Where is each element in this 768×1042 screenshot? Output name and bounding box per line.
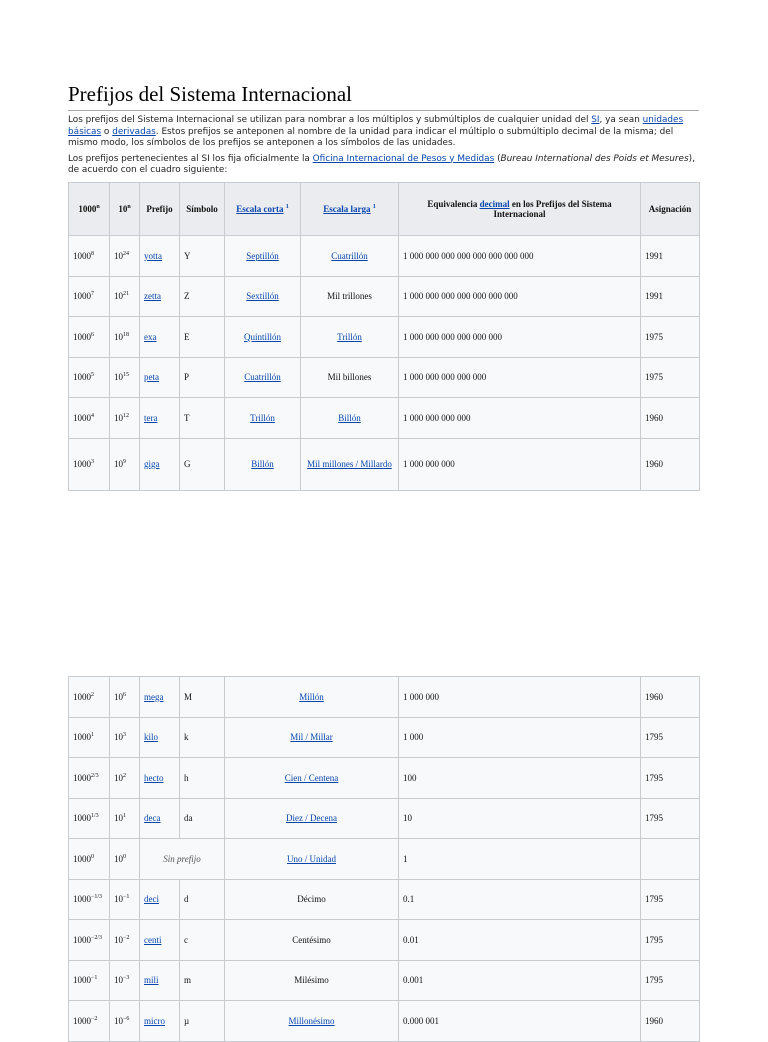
escala-corta-link[interactable]: Escala corta (236, 204, 284, 214)
italic-text: Bureau International des Poids et Mesures (500, 153, 689, 164)
cell-year-text: 1991 (645, 250, 663, 261)
cell-short-scale (225, 317, 301, 358)
cell-prefix-link[interactable]: zetta (144, 291, 161, 302)
cell-symbol-text: Z (184, 291, 190, 302)
inline-link[interactable]: SI (591, 115, 600, 125)
cell-name-link[interactable]: Mil / Millar (290, 732, 333, 743)
cell-power-10-exponent: 18 (123, 331, 129, 338)
cell-long-scale-link[interactable]: Mil millones / Millardo (307, 459, 392, 469)
cell-long-scale-text: Mil billones (327, 372, 372, 383)
cell-power-10: $10^{12}$ (110, 398, 140, 439)
cell-short-scale-link[interactable]: Quintillón (243, 331, 281, 342)
cell-decimal (399, 438, 641, 490)
cell-symbol (180, 717, 225, 758)
intro-paragraph (68, 115, 699, 150)
cell-symbol (180, 758, 225, 799)
cell-long-scale (301, 357, 399, 398)
cell-year (641, 920, 700, 961)
cell-symbol (180, 438, 225, 490)
inline-link[interactable]: derivadas (112, 126, 156, 137)
cell-short-scale (225, 398, 301, 439)
cell-decimal-text: 0.01 (403, 934, 419, 945)
cell-power-1000: 1000$^3$ (69, 438, 110, 490)
cell-decimal-text: 1 000 (403, 732, 424, 743)
inline-link[interactable]: Oficina Internacional de Pesos y Medidas (312, 153, 495, 164)
cell-symbol-text: c (184, 934, 188, 945)
table-row (69, 317, 700, 358)
cell-prefix-link[interactable]: mili (144, 975, 159, 986)
cell-year-text: 1991 (645, 291, 663, 302)
cell-decimal (399, 236, 641, 277)
cell-power-10: $10^{18}$ (110, 317, 140, 358)
cell-symbol-text: h (184, 772, 189, 783)
cell-short-scale (225, 438, 301, 490)
cell-power-1000: $1000^{-1/3}$ (69, 879, 110, 920)
cell-long-scale (301, 438, 399, 490)
cell-power-1000: $1000^{-2}$ (69, 1001, 110, 1042)
cell-short-scale (225, 357, 301, 398)
cell-year-text: 1795 (645, 934, 663, 945)
cell-year-text: 1795 (645, 975, 663, 986)
cell-power-1000-exponent: 7 (91, 291, 94, 298)
cell-power-10-exponent: 21 (123, 291, 129, 298)
cell-decimal-text: 0.000 001 (403, 1015, 439, 1026)
cell-prefix (140, 438, 180, 490)
cell-prefix-link[interactable]: deci (144, 894, 159, 905)
cell-prefix (140, 717, 180, 758)
cell-symbol (180, 960, 225, 1001)
cell-power-10: $10^{-6}$ (110, 1001, 140, 1042)
cell-power-1000-exponent: −2 (91, 1015, 98, 1022)
cell-decimal-text: 1 000 000 000 000 (403, 412, 471, 423)
cell-year-text: 1960 (645, 691, 663, 702)
inline-link[interactable]: unidades básicas (68, 115, 684, 137)
cell-power-10: $10^6$ (110, 677, 140, 718)
cell-prefix (140, 357, 180, 398)
cell-name (225, 758, 399, 799)
cell-prefix-link[interactable]: giga (144, 459, 160, 469)
cell-no-prefix: Sin prefijo (140, 839, 225, 880)
cell-long-scale (301, 276, 399, 317)
article (68, 80, 699, 177)
cell-symbol (180, 398, 225, 439)
cell-symbol (180, 798, 225, 839)
cell-symbol-text: M (184, 691, 193, 702)
text-span: Los prefijos del Sistema Internacional se utilizan para nombrar a los múltiplos y submúltiplos de cualquier unidad del (68, 115, 592, 125)
cell-power-10-exponent: 24 (123, 250, 129, 257)
cell-symbol (180, 276, 225, 317)
cell-power-1000: $1000^{-2/3}$ (69, 920, 110, 961)
cell-power-10-exponent: −2 (123, 934, 130, 941)
table-row (69, 398, 700, 439)
prefixes-table-bottom (68, 676, 700, 1042)
cell-symbol (180, 920, 225, 961)
cell-year (641, 276, 700, 317)
cell-name (225, 839, 399, 880)
cell-year-text: 1975 (645, 331, 663, 342)
cell-year-text: 1960 (645, 459, 663, 469)
cell-year-text: 1795 (645, 813, 663, 824)
text-span: Los prefijos pertenecientes al SI los fija oficialmente la (68, 153, 313, 164)
cell-decimal-text: 1 000 000 000 000 000 000 (403, 331, 502, 342)
cell-power-10-exponent: 6 (123, 691, 126, 698)
cell-power-10: $10^2$ (110, 758, 140, 799)
cell-power-1000-exponent: 8 (91, 250, 94, 257)
cell-short-scale-link[interactable]: Sextillón (246, 291, 279, 302)
cell-name-link[interactable]: Millonésimo (288, 1015, 335, 1026)
cell-prefix-link[interactable]: hecto (144, 772, 164, 783)
cell-power-1000: 1000$^0$ (69, 839, 110, 880)
header-simbolo: Símbolo (180, 183, 225, 236)
cell-decimal-text: 1 000 000 000 000 000 000 000 (403, 291, 518, 302)
cell-long-scale (301, 317, 399, 358)
cell-symbol (180, 1001, 225, 1042)
cell-decimal (399, 717, 641, 758)
cell-power-10: $10^0$ (110, 839, 140, 880)
cell-power-1000-exponent: 2 (91, 691, 94, 698)
table-row (69, 1001, 700, 1042)
cell-name-link[interactable]: Cien / Centena (284, 772, 339, 783)
cell-power-1000-exponent: 5 (91, 372, 94, 379)
cell-short-scale-link[interactable]: Cuatrillón (244, 372, 281, 383)
text-span: , ya sean (599, 115, 643, 125)
table-row (69, 438, 700, 490)
cell-year (641, 717, 700, 758)
cell-short-scale-link[interactable]: Septillón (246, 250, 279, 261)
cell-power-10: $10^{-3}$ (110, 960, 140, 1001)
table-row (69, 236, 700, 277)
header-10n: 10$^n$ (110, 183, 140, 236)
cell-prefix (140, 920, 180, 961)
cell-decimal (399, 357, 641, 398)
cell-symbol (180, 677, 225, 718)
intro-paragraph-2 (68, 154, 699, 177)
cell-name (225, 717, 399, 758)
cell-decimal (399, 758, 641, 799)
cell-power-10: $10^{-1}$ (110, 879, 140, 920)
header-escala-larga (301, 183, 399, 236)
table-row (69, 276, 700, 317)
cell-prefix-link[interactable]: exa (144, 331, 157, 342)
cell-power-10-exponent: −6 (123, 1015, 130, 1022)
cell-year-text: 1960 (645, 1015, 663, 1026)
cell-power-10-exponent: 15 (123, 372, 129, 379)
cell-power-1000: 1000$^4$ (69, 398, 110, 439)
table-row (69, 920, 700, 961)
cell-name-link[interactable]: Diez / Decena (286, 813, 337, 824)
table-row (69, 717, 700, 758)
cell-year (641, 879, 700, 920)
header-escala-corta (225, 183, 301, 236)
ref-link[interactable]: 1 (372, 204, 376, 210)
header-1000n: 1000$^n$ (69, 183, 110, 236)
cell-name-text: Décimo (297, 894, 326, 905)
cell-prefix (140, 758, 180, 799)
cell-decimal (399, 1001, 641, 1042)
cell-decimal-text: 0.1 (403, 894, 415, 905)
cell-long-scale-link[interactable]: Trillón (337, 331, 362, 342)
cell-long-scale (301, 236, 399, 277)
cell-year (641, 677, 700, 718)
cell-power-1000: 1000$^2$ (69, 677, 110, 718)
header-prefijo: Prefijo (140, 183, 180, 236)
cell-name-text: Centésimo (292, 934, 331, 945)
cell-power-10: $10^1$ (110, 798, 140, 839)
ref-link[interactable]: 1 (285, 204, 289, 210)
cell-name-link[interactable]: Uno / Unidad (287, 853, 336, 864)
cell-decimal-text: 1 000 000 000 000 000 (403, 372, 487, 383)
cell-decimal (399, 960, 641, 1001)
cell-symbol-text: d (184, 894, 189, 905)
cell-decimal-text: 1 000 000 (403, 691, 439, 702)
cell-year (641, 398, 700, 439)
cell-power-1000-exponent: −1/3 (91, 894, 103, 901)
cell-power-10-exponent: 0 (123, 853, 126, 860)
cell-symbol (180, 317, 225, 358)
cell-symbol-text: k (184, 732, 189, 743)
cell-name-text: Milésimo (294, 975, 329, 986)
cell-decimal-text: 1 000 000 000 000 000 000 000 000 (403, 250, 534, 261)
cell-year-text: 1795 (645, 894, 663, 905)
cell-power-10-exponent: −1 (123, 894, 130, 901)
table-header-row (69, 183, 700, 236)
cell-power-10-exponent: −3 (123, 975, 130, 982)
cell-year-text: 1975 (645, 372, 663, 383)
escala-larga-link[interactable]: Escala larga (323, 204, 371, 214)
cell-power-10-exponent: 1 (123, 813, 126, 820)
cell-symbol (180, 357, 225, 398)
cell-power-1000-exponent: −1 (91, 975, 98, 982)
cell-short-scale-link[interactable]: Trillón (250, 412, 275, 423)
cell-decimal-text: 100 (403, 772, 417, 783)
cell-decimal (399, 677, 641, 718)
cell-prefix-link[interactable]: mega (144, 691, 164, 702)
decimal-link[interactable]: decimal (479, 199, 510, 209)
cell-prefix (140, 798, 180, 839)
cell-decimal (399, 920, 641, 961)
cell-power-1000: 1000$^8$ (69, 236, 110, 277)
cell-power-1000-exponent: 1/3 (91, 813, 99, 820)
cell-symbol-text: G (184, 459, 191, 469)
table-row (69, 758, 700, 799)
table-row (69, 839, 700, 880)
cell-year-text: 1795 (645, 772, 663, 783)
cell-power-1000-exponent: −2/3 (91, 934, 103, 941)
header-equivalencia: Equivalencia decimal en los Prefijos del Sistema Internacional (399, 183, 641, 236)
cell-decimal (399, 317, 641, 358)
cell-name (225, 879, 399, 920)
table-row (69, 357, 700, 398)
cell-power-10: $10^{15}$ (110, 357, 140, 398)
cell-decimal (399, 798, 641, 839)
cell-power-1000-exponent: 4 (91, 412, 94, 419)
cell-prefix-link[interactable]: micro (144, 1015, 165, 1026)
cell-year-text: 1795 (645, 732, 663, 743)
cell-symbol-text: P (184, 372, 190, 383)
cell-year (641, 960, 700, 1001)
cell-prefix (140, 276, 180, 317)
cell-power-10: $10^{21}$ (110, 276, 140, 317)
cell-decimal (399, 879, 641, 920)
cell-symbol (180, 879, 225, 920)
cell-short-scale (225, 276, 301, 317)
cell-short-scale-link[interactable]: Billón (251, 459, 274, 469)
cell-name (225, 920, 399, 961)
cell-power-1000-exponent: 1 (91, 732, 94, 739)
cell-long-scale-link[interactable]: Cuatrillón (331, 250, 368, 261)
cell-year (641, 839, 700, 880)
cell-symbol-text: E (184, 331, 190, 342)
cell-decimal-text: 10 (403, 813, 412, 824)
cell-year-text: 1960 (645, 412, 663, 423)
cell-year (641, 357, 700, 398)
cell-prefix (140, 317, 180, 358)
cell-power-10: $10^9$ (110, 438, 140, 490)
cell-short-scale (225, 236, 301, 277)
page-title: Prefijos del Sistema Internacional (68, 80, 699, 111)
cell-prefix (140, 236, 180, 277)
cell-decimal-text: 1 (403, 853, 408, 864)
cell-year (641, 798, 700, 839)
cell-prefix-link[interactable]: centi (144, 934, 162, 945)
cell-prefix-link[interactable]: peta (144, 372, 159, 383)
cell-prefix (140, 879, 180, 920)
cell-symbol (180, 236, 225, 277)
text-span: ), de acuerdo con el cuadro siguiente: (68, 153, 695, 175)
cell-power-10-exponent: 9 (123, 459, 126, 465)
cell-power-1000: $1000^{2/3}$ (69, 758, 110, 799)
text-span: o (101, 126, 113, 137)
cell-decimal (399, 398, 641, 439)
cell-prefix-link[interactable]: yotta (144, 250, 162, 261)
cell-name (225, 677, 399, 718)
cell-prefix (140, 1001, 180, 1042)
cell-long-scale (301, 398, 399, 439)
table-row (69, 960, 700, 1001)
cell-power-1000-exponent: 2/3 (91, 772, 99, 779)
cell-power-10: $10^{24}$ (110, 236, 140, 277)
header-asignacion: Asignación (641, 183, 700, 236)
cell-name (225, 960, 399, 1001)
cell-power-1000-exponent: 0 (91, 853, 94, 860)
cell-power-1000: 1000$^5$ (69, 357, 110, 398)
cell-prefix-link[interactable]: deca (144, 813, 161, 824)
cell-long-scale-text: Mil trillones (327, 291, 372, 302)
text-span: . Estos prefijos se anteponen al nombre de la unidad para indicar el múltiplo o submúltiplo decimal de la misma; del mismo modo, los símbolos de los prefijos se anteponen a los símbolos de las unidades. (68, 126, 674, 148)
cell-power-10-exponent: 2 (123, 772, 126, 779)
cell-power-1000: 1000$^7$ (69, 276, 110, 317)
cell-year (641, 438, 700, 490)
table-row (69, 879, 700, 920)
cell-decimal-text: 1 000 000 000 (403, 459, 455, 469)
cell-symbol-text: µ (184, 1015, 190, 1026)
table-row (69, 677, 700, 718)
cell-year (641, 1001, 700, 1042)
cell-power-10-exponent: 12 (123, 412, 129, 419)
cell-power-1000-exponent: 6 (91, 331, 94, 338)
cell-power-1000: $1000^{1/3}$ (69, 798, 110, 839)
cell-year (641, 317, 700, 358)
cell-name-link[interactable]: Millón (299, 691, 324, 702)
prefixes-table-top (68, 182, 700, 491)
cell-symbol-text: Y (184, 250, 191, 261)
cell-decimal (399, 276, 641, 317)
cell-prefix (140, 677, 180, 718)
cell-power-10-exponent: 3 (123, 732, 126, 739)
cell-symbol-text: m (184, 975, 192, 986)
cell-power-10: $10^3$ (110, 717, 140, 758)
cell-power-1000: $1000^{-1}$ (69, 960, 110, 1001)
cell-symbol-text: T (184, 412, 190, 423)
cell-prefix (140, 398, 180, 439)
cell-prefix-link[interactable]: kilo (144, 732, 159, 743)
cell-name (225, 1001, 399, 1042)
cell-decimal-text: 0.001 (403, 975, 424, 986)
cell-power-1000: 1000$^6$ (69, 317, 110, 358)
cell-year (641, 236, 700, 277)
cell-power-10: $10^{-2}$ (110, 920, 140, 961)
cell-symbol-text: da (184, 813, 193, 824)
cell-long-scale-link[interactable]: Billón (338, 412, 361, 423)
cell-year (641, 758, 700, 799)
text-span: ( (494, 153, 501, 164)
table-row (69, 798, 700, 839)
cell-prefix-link[interactable]: tera (144, 412, 158, 423)
cell-power-1000-exponent: 3 (91, 459, 94, 465)
cell-name (225, 798, 399, 839)
cell-power-1000: 1000$^1$ (69, 717, 110, 758)
cell-prefix (140, 960, 180, 1001)
cell-decimal (399, 839, 641, 880)
